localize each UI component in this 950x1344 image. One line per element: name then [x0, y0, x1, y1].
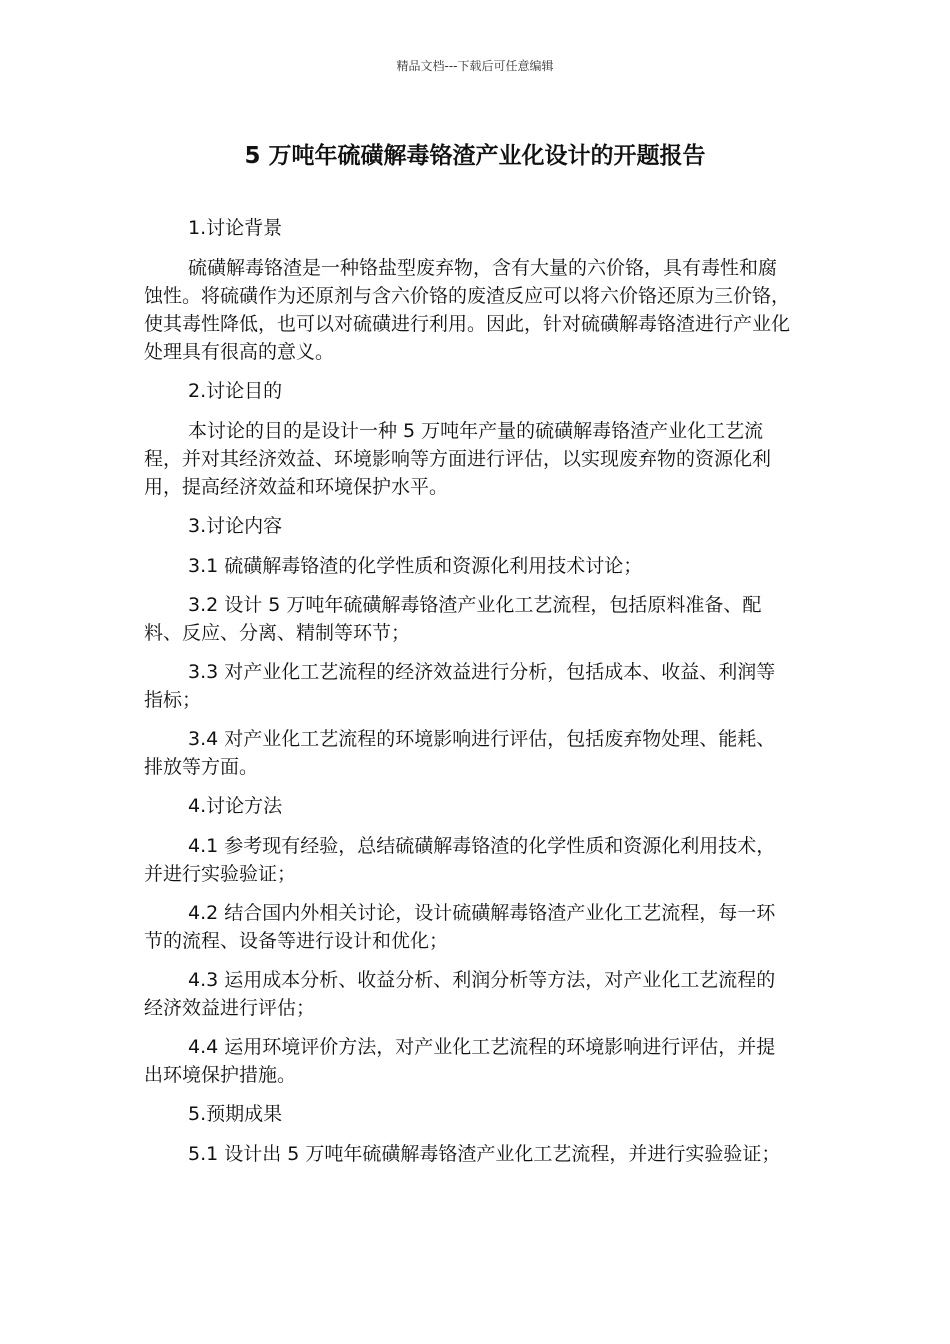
method-item-4-3: 4.3 运用成本分析、收益分析、利润分析等方法，对产业化工艺流程的经济效益进行评估； [144, 969, 776, 1019]
method-item-4-4: 4.4 运用环境评价方法，对产业化工艺流程的环境影响进行评估，并提出环境保护措施。 [144, 1036, 776, 1086]
section-heading-content: 3.讨论内容 [188, 515, 283, 537]
document-title: 5 万吨年硫磺解毒铬渣产业化设计的开题报告 [244, 143, 706, 169]
content-item-3-2: 3.2 设计 5 万吨年硫磺解毒铬渣产业化工艺流程，包括原料准备、配料、反应、分离、精制等环节； [144, 594, 762, 644]
page-header: 精品文档---下载后可任意编辑 [396, 59, 554, 73]
section-heading-background: 1.讨论背景 [188, 217, 283, 239]
content-item-3-1: 3.1 硫磺解毒铬渣的化学性质和资源化利用技术讨论； [188, 555, 643, 577]
content-item-3-3: 3.3 对产业化工艺流程的经济效益进行分析，包括成本、收益、利润等指标； [144, 661, 776, 711]
section-heading-methods: 4.讨论方法 [188, 795, 283, 817]
document-body [144, 214, 794, 1179]
paragraph-background: 硫磺解毒铬渣是一种铬盐型废弃物，含有大量的六价铬，具有毒性和腐蚀性。将硫磺作为还原剂与含六价铬的废渣反应可以将六价铬还原为三价铬，使其毒性降低，也可以对硫磺进行利用。因此，针对硫磺解毒铬渣进行产业化处理具有很高的意义。 [144, 257, 791, 363]
section-heading-purpose: 2.讨论目的 [188, 380, 283, 402]
paragraph-purpose: 本讨论的目的是设计一种 5 万吨年产量的硫磺解毒铬渣产业化工艺流程，并对其经济效益、环境影响等方面进行评估，以实现废弃物的资源化利用，提高经济效益和环境保护水平。 [144, 420, 772, 498]
method-item-4-2: 4.2 结合国内外相关讨论，设计硫磺解毒铬渣产业化工艺流程，每一环节的流程、设备等进行设计和优化； [144, 902, 776, 952]
result-item-5-1: 5.1 设计出 5 万吨年硫磺解毒铬渣产业化工艺流程，并进行实验验证； [188, 1143, 781, 1165]
content-item-3-4: 3.4 对产业化工艺流程的环境影响进行评估，包括废弃物处理、能耗、排放等方面。 [144, 728, 776, 778]
section-heading-expected-results: 5.预期成果 [188, 1103, 283, 1125]
method-item-4-1: 4.1 参考现有经验，总结硫磺解毒铬渣的化学性质和资源化利用技术，并进行实验验证； [144, 835, 776, 885]
